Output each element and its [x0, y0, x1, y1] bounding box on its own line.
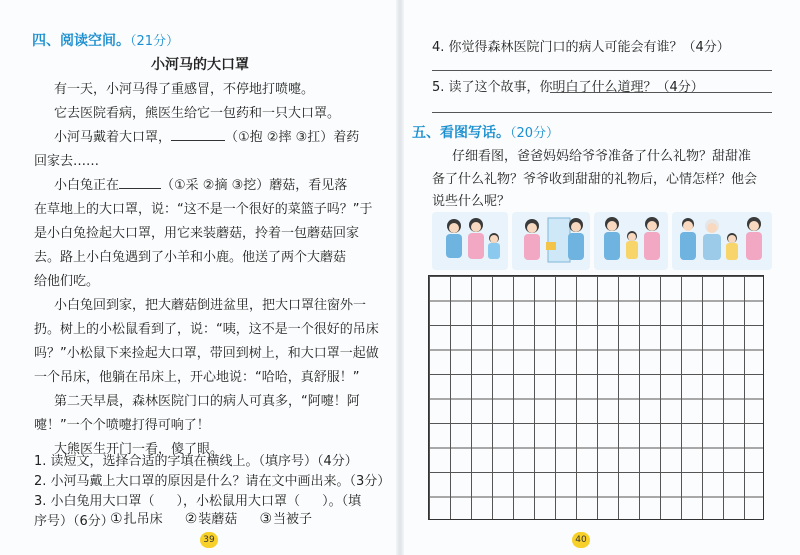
illustration-panel-3: [594, 212, 668, 270]
option-1-text: 扎吊床: [123, 512, 163, 527]
story-line-5-choices: （①采 ②摘 ③挖）蘑菇，看见落: [161, 178, 348, 193]
option-1: [110, 512, 163, 527]
fill-blank-1[interactable]: [171, 128, 225, 141]
answer-line-5a[interactable]: [550, 92, 772, 93]
story-line-7: 是小白兔捡起大口罩，用它来装蘑菇，拎着一包蘑菇回家: [34, 226, 360, 241]
family-with-child-illustration: [594, 212, 668, 270]
illustration-panel-2: [512, 212, 590, 270]
question-2: 2. 小河马戴上大口罩的原因是什么？请在文中画出来。（3分）: [34, 474, 391, 489]
story-line-2: 它去医院看病，熊医生给它一包药和一只大口罩。: [54, 106, 341, 121]
section-five-heading: [412, 122, 559, 142]
answer-line-5b[interactable]: [432, 112, 772, 113]
option-3-text: 当被子: [273, 512, 313, 527]
prompt-line-1: 仔细看图，爸爸妈妈给爷爷准备了什么礼物？甜甜准: [452, 149, 752, 164]
story-line-16: 大熊医生开门一看，傻了眼。: [54, 442, 224, 457]
story-line-1: 有一天，小河马得了重感冒，不停地打喷嚏。: [54, 82, 315, 97]
page-number-left: 39: [200, 532, 218, 548]
answer-line-4[interactable]: [432, 70, 772, 71]
section-four-heading: [32, 30, 179, 50]
writing-grid-wrapper: [428, 275, 764, 520]
question-4: 4. 你觉得森林医院门口的病人可能会有谁？（4分）: [432, 40, 730, 55]
question-3: [34, 490, 361, 509]
story-line-3-text: 小河马戴着大口罩，: [54, 130, 172, 145]
option-1-mark: ①: [110, 511, 123, 527]
illustration-panel-4: [672, 212, 772, 270]
option-2-mark: ②: [184, 511, 198, 527]
question-3-part-b: ），小松鼠用大口罩（: [176, 494, 301, 509]
fill-blank-2[interactable]: [119, 176, 161, 189]
question-3-options-row: [110, 508, 330, 527]
story-line-5-text: 小白兔正在: [54, 178, 120, 193]
question-5: 5. 读了这个故事，你明白了什么道理？（4分）: [432, 80, 704, 95]
story-line-12: 吗？”小松鼠下来捡起大口罩，带回到树上，和大口罩一起做: [34, 346, 379, 361]
section-four-points: （21分）: [130, 34, 180, 49]
page-number-right: 40: [572, 532, 590, 548]
story-line-4: 回家去……: [34, 154, 100, 169]
question-3-part-a: 3. 小白兔用大口罩（: [34, 494, 155, 509]
prompt-line-3: 说些什么呢？: [432, 194, 511, 209]
question-3-continued: 序号）（6分）: [34, 514, 114, 529]
story-line-5: [54, 174, 347, 193]
section-five-title: 五、看图写话。: [412, 125, 510, 141]
family-walking-illustration: [432, 212, 508, 270]
writing-grid[interactable]: [428, 275, 764, 520]
story-line-3-choices: （①抱 ②摔 ③扛）着药: [225, 130, 360, 145]
option-3: [259, 512, 312, 527]
story-line-3: [54, 126, 359, 145]
option-2-text: 装蘑菇: [198, 512, 238, 527]
story-line-10: 小白兔回到家，把大蘑菇倒进盆里，把大口罩往窗外一: [54, 298, 367, 313]
grandpa-receiving-gift-illustration: [672, 212, 772, 270]
section-four-title: 四、阅读空间。: [32, 33, 130, 49]
story-line-13: 一个吊床，他躺在吊床上，开心地说：“哈哈，真舒服！”: [34, 370, 360, 385]
section-five-points: （20分）: [510, 126, 560, 141]
illustration-panel-1: [432, 212, 508, 270]
story-line-9: 给他们吃。: [34, 274, 100, 289]
story-title: 小河马的大口罩: [151, 57, 249, 73]
story-line-8: 去。路上小白兔遇到了小羊和小鹿。他送了两个大蘑菇: [34, 250, 347, 265]
prompt-line-2: 备了什么礼物？爷爷收到甜甜的礼物后，心情怎样？他会: [432, 172, 758, 187]
question-1: 1. 读短文，选择合适的字填在横线上。（填序号）（4分）: [34, 454, 358, 469]
story-line-6: 在草地上的大口罩，说：“这不是一个很好的菜篮子吗？”于: [34, 202, 373, 217]
option-2: [185, 512, 238, 527]
story-line-14: 第二天早晨，森林医院门口的病人可真多，“阿嚏！阿: [54, 394, 360, 409]
option-3-mark: ③: [259, 511, 272, 527]
question-3-part-c: ）。（填: [322, 494, 362, 509]
gift-shopping-illustration: [512, 212, 590, 270]
story-line-15: 嚏！”一个个喷嚏打得可响了！: [34, 418, 210, 433]
story-line-11: 扔。树上的小松鼠看到了，说：“咦，这不是一个很好的吊床: [34, 322, 379, 337]
